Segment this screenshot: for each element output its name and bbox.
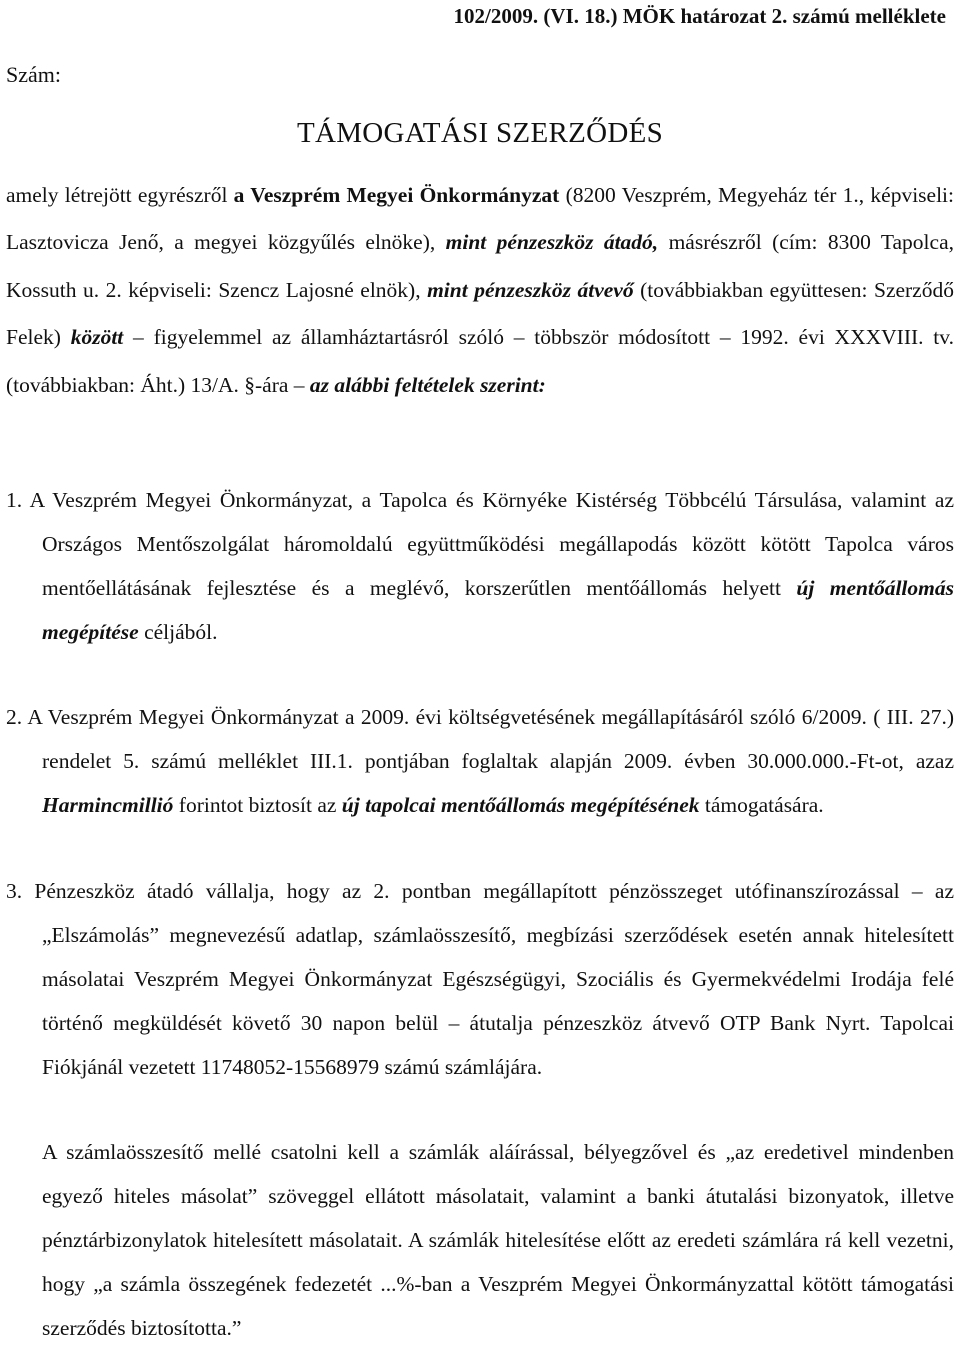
- between-word: között: [70, 325, 124, 350]
- resolution-reference: 102/2009. (VI. 18.) MÖK határozat 2. számú melléklete: [453, 4, 946, 28]
- intro-text: másrészről (cím: 8300 Tapolca, Kossuth u. 2. képviseli: Szencz Lajosné elnök),: [6, 230, 954, 302]
- clause-2: [6, 695, 954, 827]
- intro-paragraph: [6, 172, 954, 409]
- clause-3-text: 3. Pénzeszköz átadó vállalja, hogy az 2. pontban megállapított pénzösszeget utófinanszírozással – az „Elszámolás” megnevezésű adatlap, számlaösszesítő, megbízási szerződések esetén annak hitelesített másolatai Veszprém Megyei Önkormányzat Egészségügyi, Szociális és Gyermekvédelmi Irodája felé történő megküldését követő 30 napon belül – átutalja pénzeszköz átvevő OTP Bank Nyrt. Tapolcai Fiókjánál vezetett 11748052-15568979 számú számlájára.: [6, 879, 954, 1079]
- document-title: TÁMOGATÁSI SZERZŐDÉS: [296, 117, 664, 149]
- intro-text: amely létrejött egyrészről: [6, 183, 234, 207]
- grantor-role: mint pénzeszköz átadó,: [445, 230, 659, 255]
- clause-1-emphasis: új mentőállomás megépítése: [42, 576, 954, 644]
- clause-2-text: 2. A Veszprém Megyei Önkormányzat a 2009. évi költségvetésének megállapításáról szóló 6/2009. ( III. 27.) rendelet 5. számú melléklet III.1. pontjában foglaltak alapján 2009. évben 30.000.000.-Ft-ot, azaz: [6, 705, 954, 773]
- clause-1-text: 1. A Veszprém Megyei Önkormányzat, a Tapolca és Környéke Kistérség Többcélú Társulása, valamint az Országos Mentőszolgálat háromoldalú együttműködési megállapodás között kötött Tapolca város mentőellátásának fejlesztése és a meglévő, korszerűtlen mentőállomás helyett: [6, 488, 954, 600]
- contract-number-label: Szám:: [6, 62, 61, 87]
- amount-in-words: Harmincmillió: [42, 793, 174, 817]
- invoice-paragraph: [42, 1130, 954, 1350]
- clause-2-text: támogatására.: [699, 793, 824, 817]
- intro-text: (továbbiakban együttesen: Szerződő Felek): [6, 277, 954, 350]
- clause-2-emphasis: új tapolcai mentőállomás megépítésének: [341, 793, 700, 817]
- intro-text: – figyelemmel az államháztartásról szóló – többször módosított – 1992. évi XXXVIII. tv. (továbbiakban: Áht.) 13/A. §-ára –: [6, 325, 954, 397]
- clause-3: [6, 869, 954, 1089]
- clause-1-text: céljából.: [138, 620, 218, 644]
- grantee-role: mint pénzeszköz átvevő: [427, 277, 634, 302]
- clause-2-text: forintot biztosít az: [173, 793, 342, 817]
- invoice-paragraph-text: A számlaösszesítő mellé csatolni kell a számlák aláírással, bélyegzővel és „az eredetivel mindenben egyező hiteles másolat” szöveggel ellátott másolatait, valamint a banki átutalási bizonyatok, illetve pénztárbizonylatok hitelesített másolatait. A számlák hitelesítése előtt az eredeti számlára rá kell vezetni, hogy „a számla összegének fedezetét ...%-ban a Veszprém Megyei Önkormányzattal kötött támogatási szerződés biztosította.”: [42, 1140, 954, 1340]
- grantor-name: a Veszprém Megyei Önkormányzat: [233, 183, 560, 207]
- conditions-phrase: az alábbi feltételek szerint:: [309, 372, 546, 397]
- clause-1: [6, 478, 954, 654]
- intro-text: (8200 Veszprém, Megyeház tér 1., képviseli: Lasztovicza Jenő, a megyei közgyűlés elnöke),: [6, 183, 955, 255]
